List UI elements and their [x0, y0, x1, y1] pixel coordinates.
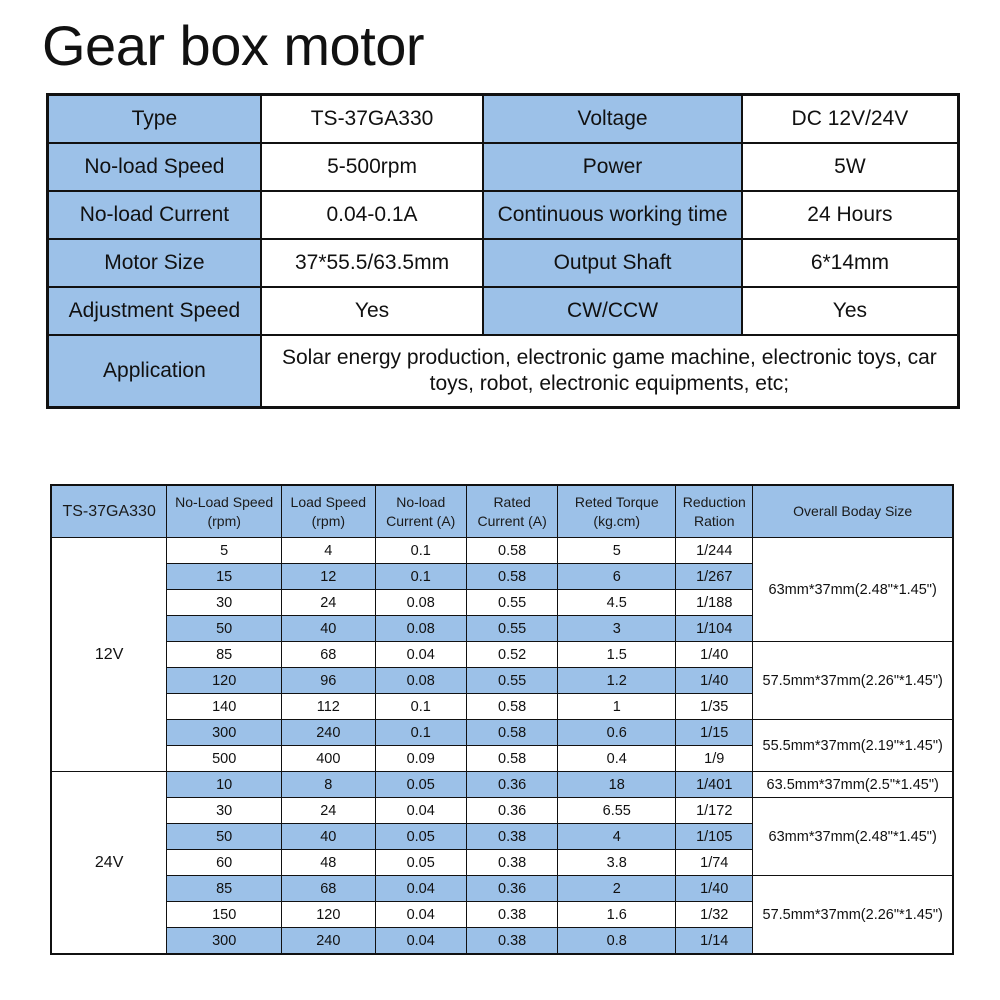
table-cell: 10: [167, 772, 282, 798]
table-cell: 4.5: [558, 590, 676, 616]
table-cell: 1.2: [558, 668, 676, 694]
table-row: [51, 772, 953, 798]
table-cell: 12: [282, 564, 375, 590]
spec-value: Yes: [261, 287, 483, 335]
table-cell: 500: [167, 746, 282, 772]
table-cell: 1/401: [676, 772, 753, 798]
table-cell: 1: [558, 694, 676, 720]
table-cell: 0.4: [558, 746, 676, 772]
table-cell: 1/188: [676, 590, 753, 616]
table-cell: 0.58: [466, 746, 557, 772]
table-cell: 0.52: [466, 642, 557, 668]
table-cell: 240: [282, 928, 375, 955]
table-cell: 1/35: [676, 694, 753, 720]
spec-row: [48, 287, 959, 335]
table-cell: 0.8: [558, 928, 676, 955]
spec-label: Voltage: [483, 95, 742, 143]
table-cell: 0.38: [466, 928, 557, 955]
table-cell: 1/267: [676, 564, 753, 590]
table-cell: 1/105: [676, 824, 753, 850]
table-cell: 240: [282, 720, 375, 746]
table-cell: 0.09: [375, 746, 466, 772]
table-row: [51, 538, 953, 564]
table-cell: 0.1: [375, 564, 466, 590]
column-header: TS-37GA330: [51, 485, 167, 538]
table-cell: 0.04: [375, 928, 466, 955]
spec-label: Motor Size: [48, 239, 261, 287]
table-cell: 24: [282, 798, 375, 824]
table-cell: 0.36: [466, 772, 557, 798]
spec-label: CW/CCW: [483, 287, 742, 335]
spec-value: 0.04-0.1A: [261, 191, 483, 239]
table-cell: 0.05: [375, 850, 466, 876]
table-cell: 1.5: [558, 642, 676, 668]
table-cell: 0.36: [466, 798, 557, 824]
table-cell: 0.38: [466, 824, 557, 850]
table-row: [51, 798, 953, 824]
table-cell: 150: [167, 902, 282, 928]
table-cell: 3: [558, 616, 676, 642]
spec-label: Output Shaft: [483, 239, 742, 287]
table-cell: 0.05: [375, 824, 466, 850]
table-cell: 1/40: [676, 642, 753, 668]
table-cell: 8: [282, 772, 375, 798]
spec-label: Application: [48, 335, 261, 408]
column-header: Reted Torque (kg.cm): [558, 485, 676, 538]
spec-label: Adjustment Speed: [48, 287, 261, 335]
table-cell: 0.58: [466, 694, 557, 720]
spec-row-application: [48, 335, 959, 408]
table-cell: 1/32: [676, 902, 753, 928]
spec-label: No-load Current: [48, 191, 261, 239]
table-cell: 0.1: [375, 694, 466, 720]
table-cell: 68: [282, 876, 375, 902]
table-cell: 18: [558, 772, 676, 798]
table-cell: 2: [558, 876, 676, 902]
spec-value: 37*55.5/63.5mm: [261, 239, 483, 287]
table-cell: 6.55: [558, 798, 676, 824]
table-cell: 85: [167, 876, 282, 902]
page-title: Gear box motor: [42, 14, 425, 77]
table-cell: 1/104: [676, 616, 753, 642]
table-cell: 0.58: [466, 720, 557, 746]
table-cell: 0.1: [375, 538, 466, 564]
table-cell: 6: [558, 564, 676, 590]
column-header: Overall Boday Size: [753, 485, 953, 538]
spec-value: 6*14mm: [742, 239, 959, 287]
table-row: [51, 720, 953, 746]
table-cell: 40: [282, 616, 375, 642]
table-cell: 1/14: [676, 928, 753, 955]
table-cell: 0.05: [375, 772, 466, 798]
body-size-cell: 57.5mm*37mm(2.26"*1.45"): [753, 876, 953, 955]
spec-row: [48, 191, 959, 239]
table-cell: 120: [282, 902, 375, 928]
column-header: Load Speed (rpm): [282, 485, 375, 538]
table-cell: 40: [282, 824, 375, 850]
table-cell: 300: [167, 720, 282, 746]
table-cell: 4: [558, 824, 676, 850]
table-cell: 0.1: [375, 720, 466, 746]
table-cell: 24: [282, 590, 375, 616]
table-cell: 1/40: [676, 876, 753, 902]
body-size-cell: 63.5mm*37mm(2.5"*1.45"): [753, 772, 953, 798]
table-row: [51, 876, 953, 902]
spec-label: Type: [48, 95, 261, 143]
spec-value: 5W: [742, 143, 959, 191]
table-cell: 1/172: [676, 798, 753, 824]
table-cell: 1/74: [676, 850, 753, 876]
table-cell: 1/9: [676, 746, 753, 772]
spec-value: 5-500rpm: [261, 143, 483, 191]
model-table-header: [51, 485, 953, 538]
table-cell: 1.6: [558, 902, 676, 928]
table-cell: 48: [282, 850, 375, 876]
table-cell: 50: [167, 824, 282, 850]
table-cell: 68: [282, 642, 375, 668]
table-cell: 140: [167, 694, 282, 720]
table-cell: 60: [167, 850, 282, 876]
spec-table: [46, 93, 960, 409]
table-cell: 112: [282, 694, 375, 720]
table-cell: 0.58: [466, 538, 557, 564]
column-header: No-Load Speed (rpm): [167, 485, 282, 538]
table-cell: 5: [167, 538, 282, 564]
table-cell: 0.6: [558, 720, 676, 746]
table-cell: 300: [167, 928, 282, 955]
table-cell: 96: [282, 668, 375, 694]
spec-label: Continuous working time: [483, 191, 742, 239]
table-cell: 0.08: [375, 590, 466, 616]
table-cell: 0.04: [375, 642, 466, 668]
spec-value: TS-37GA330: [261, 95, 483, 143]
voltage-cell: 12V: [51, 538, 167, 772]
table-cell: 15: [167, 564, 282, 590]
spec-row: [48, 143, 959, 191]
table-cell: 0.38: [466, 850, 557, 876]
table-cell: 0.55: [466, 616, 557, 642]
voltage-cell: 24V: [51, 772, 167, 955]
spec-row: [48, 239, 959, 287]
table-cell: 85: [167, 642, 282, 668]
spec-value: DC 12V/24V: [742, 95, 959, 143]
table-cell: 4: [282, 538, 375, 564]
table-cell: 3.8: [558, 850, 676, 876]
table-row: [51, 642, 953, 668]
spec-value-application: Solar energy production, electronic game machine, electronic toys, car toys, robot, electronic equipments, etc;: [261, 335, 959, 408]
table-cell: 0.58: [466, 564, 557, 590]
table-cell: 400: [282, 746, 375, 772]
spec-row: [48, 95, 959, 143]
column-header: Rated Current (A): [466, 485, 557, 538]
table-cell: 30: [167, 798, 282, 824]
model-table: [50, 484, 954, 955]
table-cell: 0.55: [466, 590, 557, 616]
column-header: Reduction Ration: [676, 485, 753, 538]
table-cell: 0.55: [466, 668, 557, 694]
table-cell: 0.08: [375, 668, 466, 694]
body-size-cell: 63mm*37mm(2.48"*1.45"): [753, 798, 953, 876]
column-header: No-load Current (A): [375, 485, 466, 538]
body-size-cell: 55.5mm*37mm(2.19"*1.45"): [753, 720, 953, 772]
spec-value: Yes: [742, 287, 959, 335]
table-cell: 0.04: [375, 798, 466, 824]
spec-label: No-load Speed: [48, 143, 261, 191]
spec-value: 24 Hours: [742, 191, 959, 239]
table-cell: 0.04: [375, 876, 466, 902]
table-cell: 120: [167, 668, 282, 694]
table-cell: 30: [167, 590, 282, 616]
table-cell: 1/40: [676, 668, 753, 694]
body-size-cell: 63mm*37mm(2.48"*1.45"): [753, 538, 953, 642]
table-cell: 0.36: [466, 876, 557, 902]
table-cell: 0.38: [466, 902, 557, 928]
table-cell: 0.08: [375, 616, 466, 642]
table-cell: 50: [167, 616, 282, 642]
table-cell: 0.04: [375, 902, 466, 928]
spec-label: Power: [483, 143, 742, 191]
table-cell: 1/244: [676, 538, 753, 564]
table-cell: 5: [558, 538, 676, 564]
body-size-cell: 57.5mm*37mm(2.26"*1.45"): [753, 642, 953, 720]
table-cell: 1/15: [676, 720, 753, 746]
